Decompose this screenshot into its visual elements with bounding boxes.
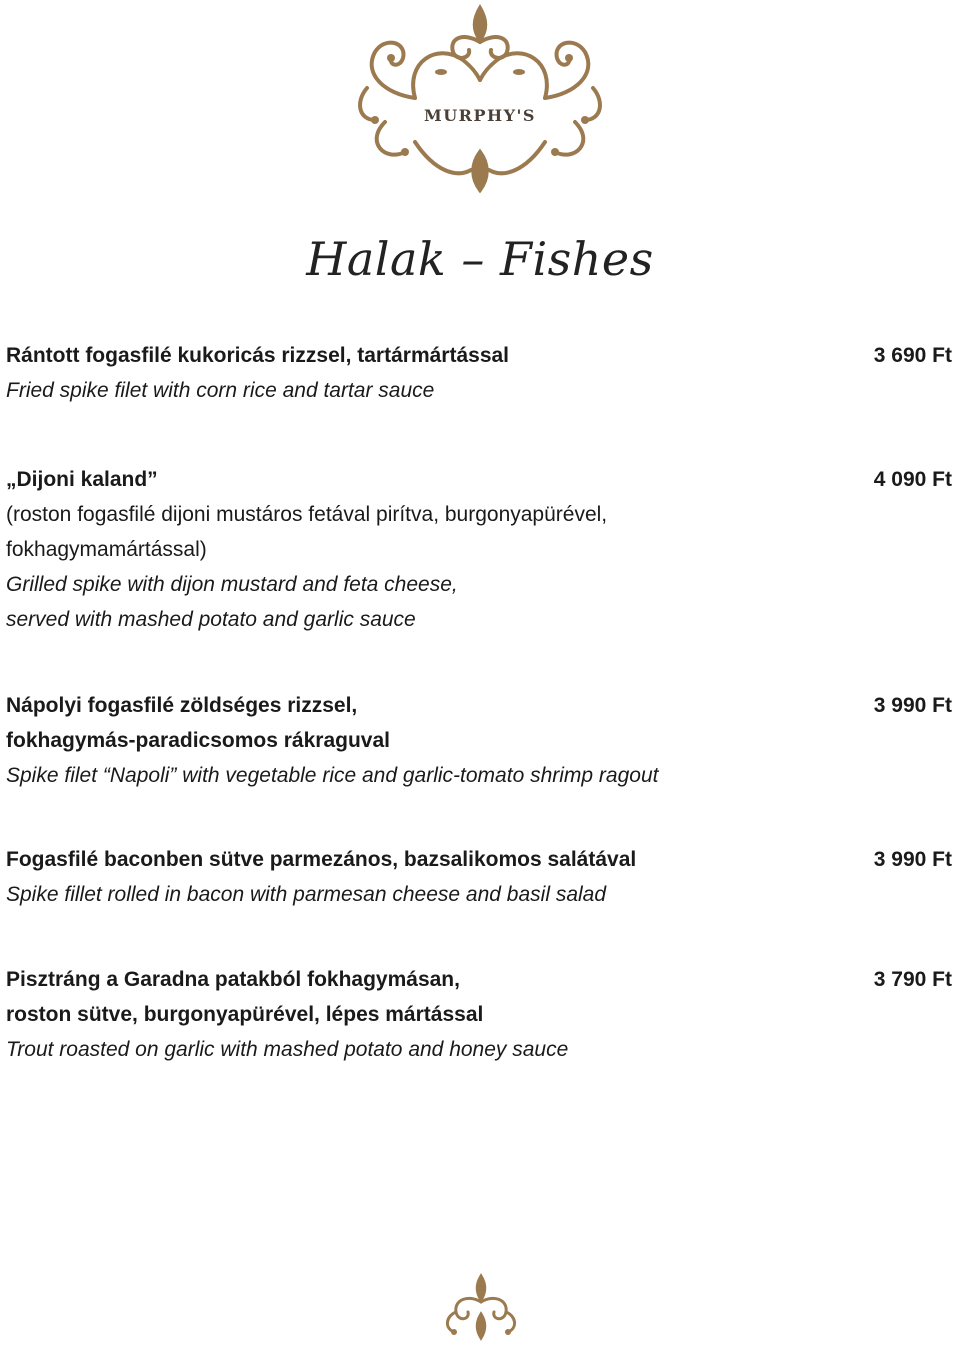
item-description-en: Fried spike filet with corn rice and tartar sauce xyxy=(6,379,435,402)
menu-item xyxy=(6,842,956,912)
item-name: roston sütve, burgonyapürével, lépes mártással xyxy=(6,1003,484,1026)
menu-item xyxy=(6,338,956,408)
item-name: „Dijoni kaland” xyxy=(6,468,158,491)
item-price: 3 690 Ft xyxy=(873,344,952,367)
item-price: 3 990 Ft xyxy=(873,694,952,717)
item-name: Fogasfilé baconben sütve parmezános, bazsalikomos salátával xyxy=(6,848,637,871)
menu-item xyxy=(6,688,956,793)
item-price: 3 790 Ft xyxy=(873,968,952,991)
brand-name: MURPHY'S xyxy=(424,106,536,125)
murphys-logo xyxy=(345,2,615,194)
item-description-en: Grilled spike with dijon mustard and feta cheese, xyxy=(6,573,458,596)
item-price: 3 990 Ft xyxy=(873,848,952,871)
menu-item xyxy=(6,962,956,1067)
item-description-en: Spike fillet rolled in bacon with parmesan cheese and basil salad xyxy=(6,883,607,906)
fleur-ornament-icon xyxy=(440,1272,522,1342)
item-name: fokhagymás-paradicsomos rákraguval xyxy=(6,729,390,752)
item-name: Rántott fogasfilé kukoricás rizzsel, tartármártással xyxy=(6,344,510,367)
item-description-en: served with mashed potato and garlic sauce xyxy=(6,608,416,631)
item-description-hu: fokhagymamártással) xyxy=(6,538,207,561)
item-price: 4 090 Ft xyxy=(873,468,952,491)
item-name: Nápolyi fogasfilé zöldséges rizzsel, xyxy=(6,694,358,717)
item-description-en: Spike filet “Napoli” with vegetable rice and garlic-tomato shrimp ragout xyxy=(6,764,659,787)
item-description-hu: (roston fogasfilé dijoni mustáros fetával pirítva, burgonyapürével, xyxy=(6,503,608,526)
footer-ornament xyxy=(440,1272,522,1342)
item-name: Pisztráng a Garadna patakból fokhagymásan, xyxy=(6,968,460,991)
ornament-frame-icon xyxy=(345,2,615,194)
item-description-en: Trout roasted on garlic with mashed potato and honey sauce xyxy=(6,1038,569,1061)
section-title: Halak – Fishes xyxy=(306,232,654,286)
menu-item xyxy=(6,462,956,637)
